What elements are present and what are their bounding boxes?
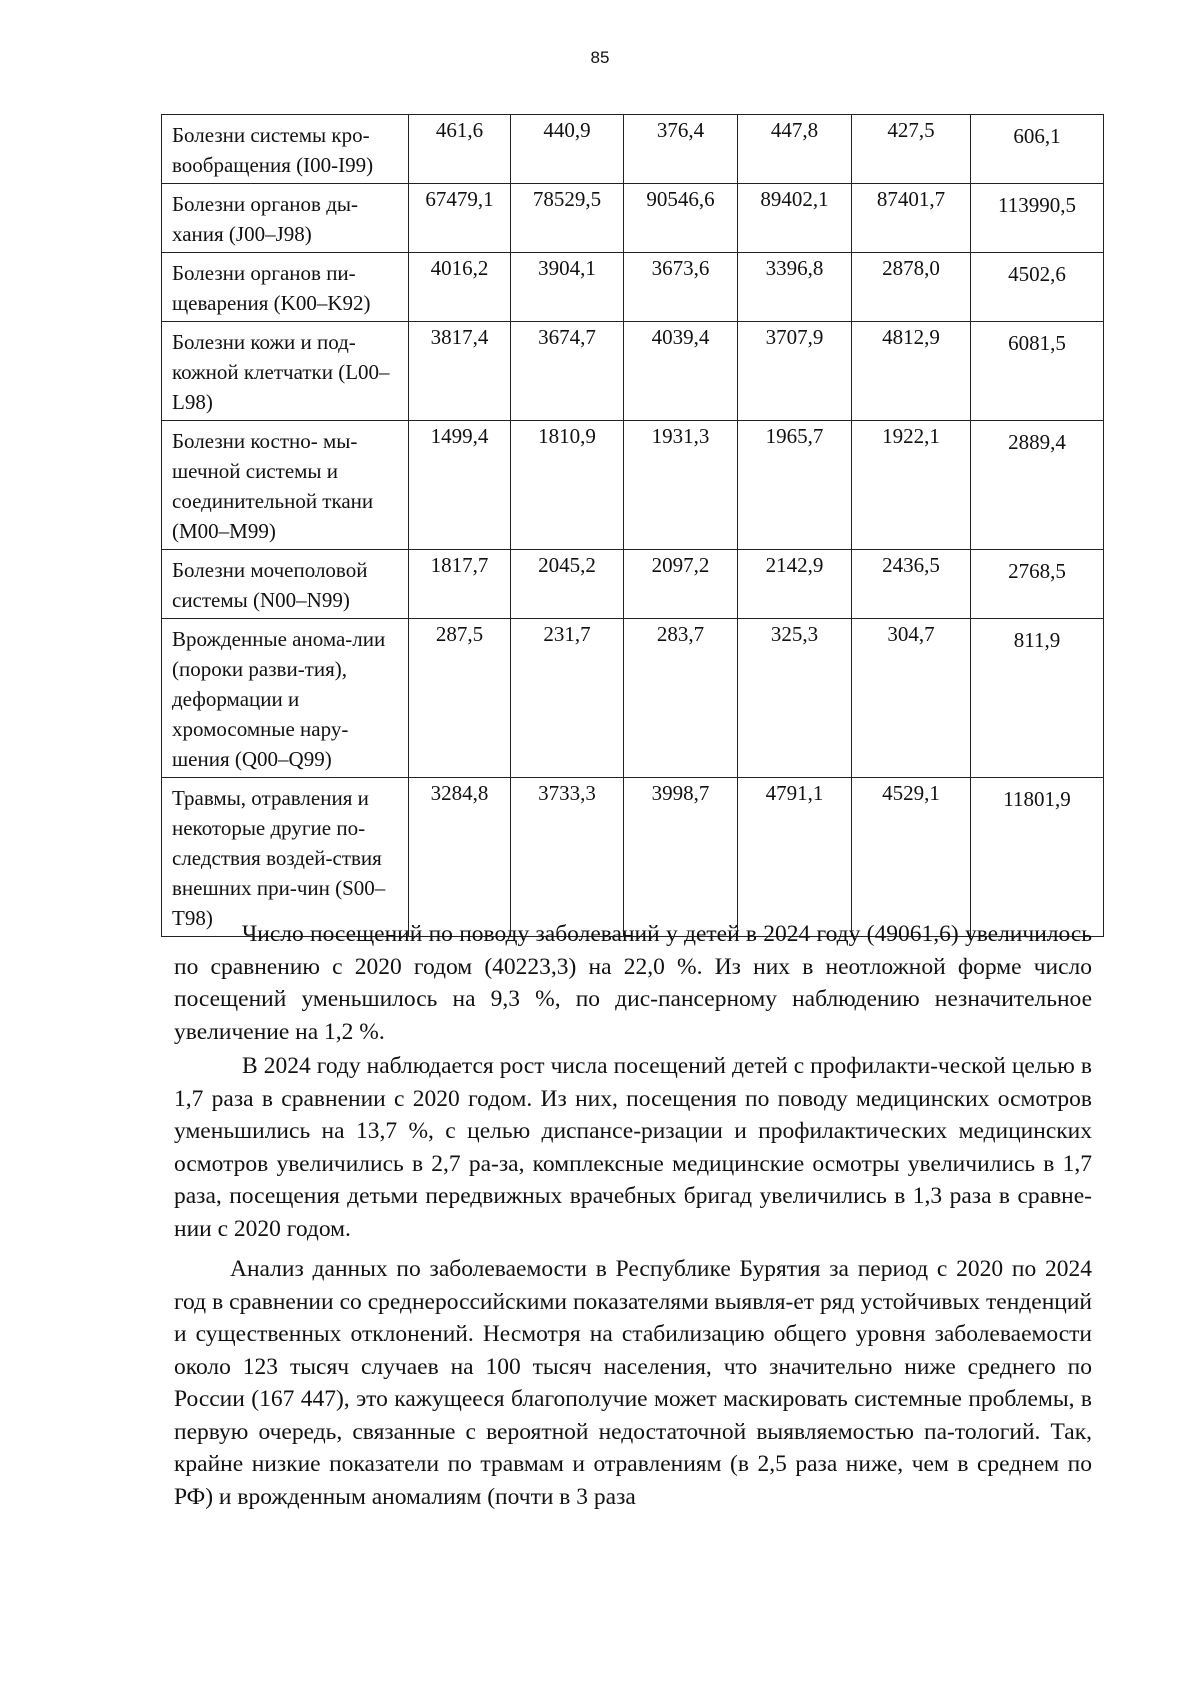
- table-row: [162, 778, 1104, 937]
- value-cell: 1499,4: [409, 421, 511, 550]
- value-cell: 3284,8: [409, 778, 511, 937]
- table-row: [162, 421, 1104, 550]
- value-cell: 4791,1: [738, 778, 852, 937]
- value-cell: 1810,9: [511, 421, 624, 550]
- row-label: Болезни органов ды-хания (J00–J98): [162, 184, 409, 253]
- value-cell: 283,7: [624, 619, 738, 778]
- table-row: [162, 619, 1104, 778]
- value-cell: 11801,9: [971, 778, 1104, 937]
- value-cell: 811,9: [971, 619, 1104, 778]
- value-cell: 2097,2: [624, 550, 738, 619]
- value-cell: 2768,5: [971, 550, 1104, 619]
- value-cell: 1965,7: [738, 421, 852, 550]
- value-cell: 3707,9: [738, 322, 852, 421]
- table-row: [162, 253, 1104, 322]
- value-cell: 3817,4: [409, 322, 511, 421]
- value-cell: 78529,5: [511, 184, 624, 253]
- table-row: [162, 322, 1104, 421]
- value-cell: 1817,7: [409, 550, 511, 619]
- body-text: [174, 918, 1092, 1513]
- paragraph-preventive-visits: В 2024 году наблюдается рост числа посещений детей с профилакти-ческой целью в 1,7 раза в сравнении с 2020 годом. Из них, посещения по поводу медицинских осмотров уменьшились на 13,7 %, с целью диспансе-ризации и профилактических медицинских осмотров увеличились в 2,7 ра-за, комплексные медицинские осмотры увеличились в 1,7 раза, посещения детьми передвижных врачебных бригад увеличились в 1,3 раза в сравне-нии с 2020 годом.: [174, 1053, 1092, 1242]
- row-label: Болезни системы кро-вообращения (I00-I99): [162, 115, 409, 184]
- row-label: Болезни мочеполовой системы (N00–N99): [162, 550, 409, 619]
- value-cell: 231,7: [511, 619, 624, 778]
- value-cell: 2878,0: [852, 253, 971, 322]
- value-cell: 4529,1: [852, 778, 971, 937]
- table-body: [162, 115, 1104, 937]
- page-number: 85: [590, 48, 610, 67]
- value-cell: 440,9: [511, 115, 624, 184]
- value-cell: 4812,9: [852, 322, 971, 421]
- morbidity-table: [161, 114, 1104, 937]
- table-row: [162, 550, 1104, 619]
- value-cell: 4039,4: [624, 322, 738, 421]
- table-row: [162, 115, 1104, 184]
- value-cell: 3998,7: [624, 778, 738, 937]
- value-cell: 2045,2: [511, 550, 624, 619]
- value-cell: 1931,3: [624, 421, 738, 550]
- value-cell: 87401,7: [852, 184, 971, 253]
- value-cell: 287,5: [409, 619, 511, 778]
- value-cell: 113990,5: [971, 184, 1104, 253]
- value-cell: 89402,1: [738, 184, 852, 253]
- row-label: Болезни кожи и под-кожной клетчатки (L00–L98): [162, 322, 409, 421]
- table-row: [162, 184, 1104, 253]
- value-cell: 4502,6: [971, 253, 1104, 322]
- value-cell: 447,8: [738, 115, 852, 184]
- value-cell: 67479,1: [409, 184, 511, 253]
- value-cell: 3396,8: [738, 253, 852, 322]
- value-cell: 325,3: [738, 619, 852, 778]
- row-label: Болезни костно- мы-шечной системы и соединительной ткани (M00–M99): [162, 421, 409, 550]
- value-cell: 3673,6: [624, 253, 738, 322]
- row-label: Травмы, отравления и некоторые другие по-следствия воздей-ствия внешних при-чин (S00– T98): [162, 778, 409, 937]
- value-cell: 3674,7: [511, 322, 624, 421]
- value-cell: 3733,3: [511, 778, 624, 937]
- value-cell: 6081,5: [971, 322, 1104, 421]
- value-cell: 376,4: [624, 115, 738, 184]
- value-cell: 2436,5: [852, 550, 971, 619]
- value-cell: 3904,1: [511, 253, 624, 322]
- paragraph-morbidity-analysis: Анализ данных по заболеваемости в Республике Бурятия за период с 2020 по 2024 год в сравнении со среднероссийскими показателями выявля-ет ряд устойчивых тенденций и существенных отклонений. Несмотря на стабилизацию общего уровня заболеваемости около 123 тысяч случаев на 100 тысяч населения, что значительно ниже среднего по России (167 447), это кажущееся благополучие может маскировать системные проблемы, в первую очередь, связанные с вероятной недостаточной выявляемостью па-тологий. Так, крайне низкие показатели по травмам и отравлениям (в 2,5 раза ниже, чем в среднем по РФ) и врожденным аномалиям (почти в 3 раза: [174, 1256, 1092, 1510]
- row-label: Болезни органов пи-щеварения (K00–K92): [162, 253, 409, 322]
- value-cell: 1922,1: [852, 421, 971, 550]
- value-cell: 304,7: [852, 619, 971, 778]
- value-cell: 2889,4: [971, 421, 1104, 550]
- value-cell: 606,1: [971, 115, 1104, 184]
- row-label: Врожденные анома-лии (пороки разви-тия), деформации и хромосомные нару-шения (Q00–Q99): [162, 619, 409, 778]
- value-cell: 90546,6: [624, 184, 738, 253]
- value-cell: 2142,9: [738, 550, 852, 619]
- paragraph-visits-diseases: Число посещений по поводу заболеваний у детей в 2024 году (49061,6) увеличилось по сравнению с 2020 годом (40223,3) на 22,0 %. Из них в неотложной форме число посещений уменьшилось на 9,3 %, по дис-пансерному наблюдению незначительное увеличение на 1,2 %.: [174, 921, 1092, 1045]
- value-cell: 4016,2: [409, 253, 511, 322]
- value-cell: 427,5: [852, 115, 971, 184]
- value-cell: 461,6: [409, 115, 511, 184]
